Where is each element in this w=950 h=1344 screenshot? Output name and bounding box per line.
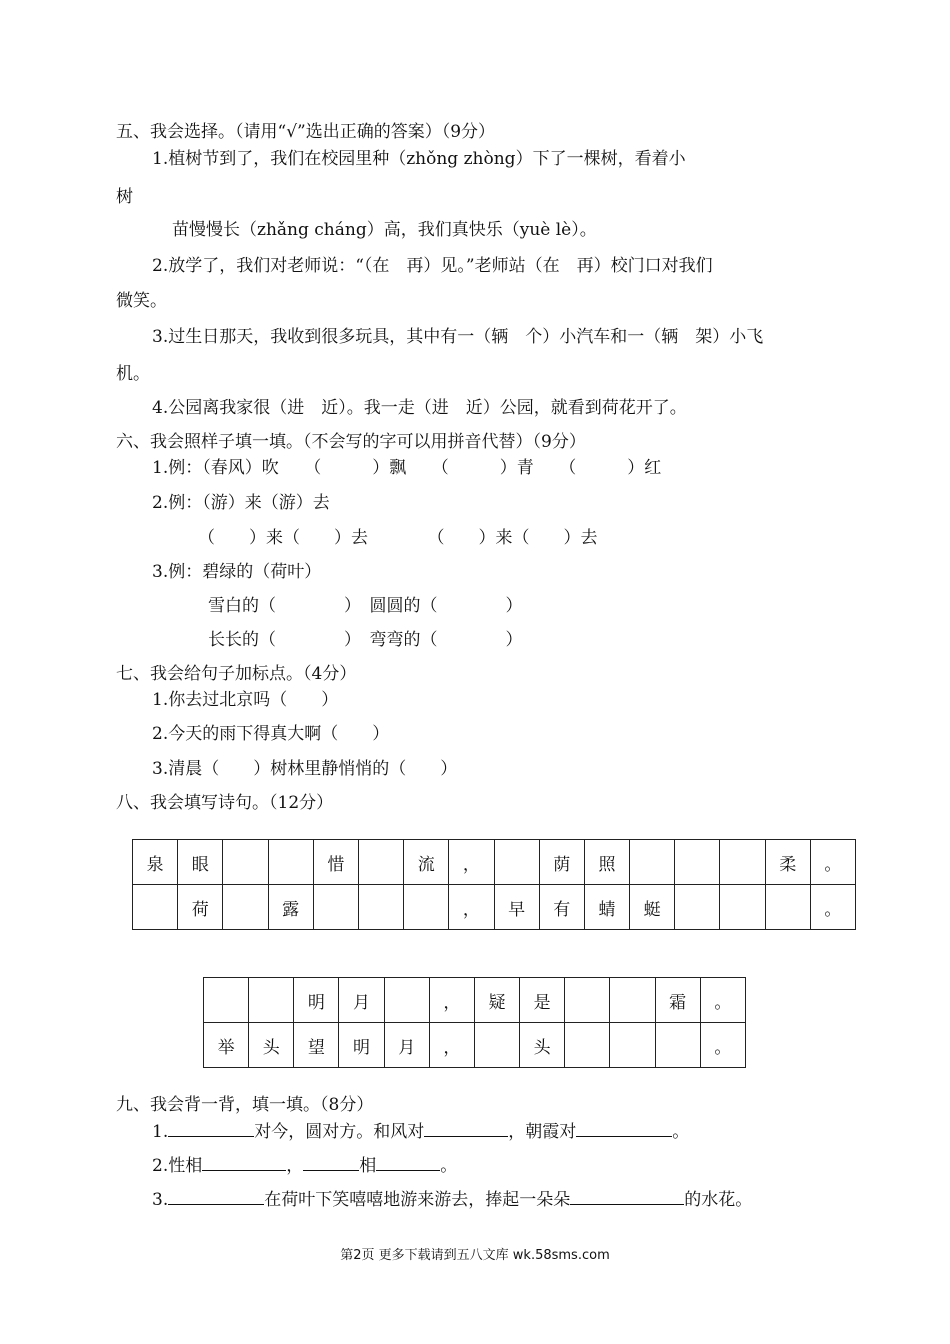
poem-cell	[655, 1023, 700, 1068]
s6-q3: 3.例：碧绿的（荷叶）	[152, 562, 322, 582]
s7-q3: 3.清晨（ ）树林里静悄悄的（ ）	[152, 759, 458, 779]
poem-cell: 望	[294, 1023, 339, 1068]
s5-q3-line1: 3.过生日那天，我收到很多玩具，其中有一（辆 个）小汽车和一（辆 架）小飞	[152, 327, 764, 347]
s9-q2-text-4: 。	[440, 1156, 458, 1176]
section-7-title: 七、我会给句子加标点。（4分）	[116, 664, 357, 684]
poem-cell	[384, 978, 429, 1023]
poem-cell: 。	[810, 840, 855, 885]
s7-q2: 2.今天的雨下得真大啊（ ）	[152, 724, 390, 744]
poem-table-2-row	[204, 1023, 746, 1068]
fill-blank[interactable]	[576, 1118, 672, 1137]
poem-cell: 惜	[313, 840, 358, 885]
poem-cell	[249, 978, 294, 1023]
poem-cell: 眼	[178, 840, 223, 885]
fill-blank[interactable]	[202, 1152, 286, 1171]
poem-cell	[358, 885, 403, 930]
s6-q2: 2.例：（游）来（游）去	[152, 493, 330, 513]
poem-cell	[720, 840, 765, 885]
poem-cell	[223, 840, 268, 885]
poem-cell	[268, 840, 313, 885]
poem-cell: 泉	[133, 840, 178, 885]
poem-cell: 露	[268, 885, 313, 930]
s9-q3-num: 3.	[152, 1190, 169, 1210]
section-6-title: 六、我会照样子填一填。（不会写的字可以用拼音代替）（9分）	[116, 432, 586, 452]
poem-cell: 蜻	[584, 885, 629, 930]
s9-q3-text-2: 的水花。	[684, 1190, 753, 1210]
section-9-title: 九、我会背一背，填一填。（8分）	[116, 1095, 374, 1115]
poem-cell: 头	[520, 1023, 565, 1068]
s5-q1-line2: 树	[116, 187, 133, 207]
poem-table-1-row	[133, 840, 856, 885]
poem-cell	[133, 885, 178, 930]
s9-q1	[152, 1118, 689, 1144]
page-footer: 第2页 更多下载请到五八文库 wk.58sms.com	[340, 1248, 610, 1263]
poem-cell	[494, 840, 539, 885]
poem-cell: 荷	[178, 885, 223, 930]
s9-q1-num: 1.	[152, 1122, 169, 1142]
poem-cell: 举	[204, 1023, 249, 1068]
s5-q1-line1: 1.植树节到了，我们在校园里种（zhǒng zhòng）下了一棵树，看着小	[152, 149, 686, 169]
poem-cell: 流	[404, 840, 449, 885]
poem-cell: 荫	[539, 840, 584, 885]
s9-q2-text-2: ，	[286, 1156, 304, 1176]
poem-cell: 。	[810, 885, 855, 930]
s5-q2-line2: 微笑。	[116, 291, 167, 311]
s5-q1-line3: 苗慢慢长（zhǎng cháng）高，我们真快乐（yuè lè）。	[172, 220, 597, 240]
poem-cell	[610, 1023, 655, 1068]
s6-q3-blanks-2: 长长的（ ） 弯弯的（ ）	[208, 630, 523, 650]
poem-cell: 是	[520, 978, 565, 1023]
s5-q4: 4.公园离我家很（进 近）。我一走（进 近）公园，就看到荷花开了。	[152, 398, 687, 418]
s9-q2-text-3: 相	[359, 1156, 377, 1176]
poem-cell: 。	[700, 1023, 745, 1068]
poem-cell: ，	[449, 885, 494, 930]
fill-blank[interactable]	[303, 1152, 359, 1171]
poem-cell: 疑	[474, 978, 519, 1023]
poem-cell: 明	[294, 978, 339, 1023]
poem-cell	[474, 1023, 519, 1068]
poem-cell	[565, 978, 610, 1023]
section-8-title: 八、我会填写诗句。（12分）	[116, 793, 334, 813]
poem-cell: 有	[539, 885, 584, 930]
poem-cell: ，	[449, 840, 494, 885]
fill-blank[interactable]	[424, 1118, 508, 1137]
poem-cell: 明	[339, 1023, 384, 1068]
poem-cell	[675, 885, 720, 930]
s5-q2-line1: 2.放学了，我们对老师说：“（在 再）见。”老师站（在 再）校门口对我们	[152, 256, 713, 276]
s9-q3-text-1: 在荷叶下笑嘻嘻地游来游去，捧起一朵朵	[264, 1190, 571, 1210]
poem-cell: 柔	[765, 840, 810, 885]
fill-blank[interactable]	[376, 1152, 440, 1171]
poem-cell: 霜	[655, 978, 700, 1023]
s6-q1: 1.例：（春风）吹 （ ）飘 （ ）青 （ ）红	[152, 458, 662, 478]
s9-q1-text-3: 。	[672, 1122, 690, 1142]
poem-cell	[358, 840, 403, 885]
poem-cell: 照	[584, 840, 629, 885]
fill-blank[interactable]	[168, 1186, 264, 1205]
poem-cell: ，	[429, 1023, 474, 1068]
s9-q2	[152, 1152, 457, 1178]
poem-cell	[630, 840, 675, 885]
s5-q3-line2: 机。	[116, 364, 150, 384]
poem-cell: 早	[494, 885, 539, 930]
s9-q3	[152, 1186, 752, 1212]
poem-cell	[404, 885, 449, 930]
fill-blank[interactable]	[570, 1186, 684, 1205]
poem-cell	[765, 885, 810, 930]
poem-cell	[223, 885, 268, 930]
s6-q3-blanks-1: 雪白的（ ） 圆圆的（ ）	[208, 596, 523, 616]
poem-cell	[675, 840, 720, 885]
poem-cell: 月	[384, 1023, 429, 1068]
poem-table-1	[132, 839, 856, 930]
poem-table-1-row	[133, 885, 856, 930]
s9-q1-text-1: 对今，圆对方。和风对	[254, 1122, 425, 1142]
poem-cell	[720, 885, 765, 930]
poem-cell: 头	[249, 1023, 294, 1068]
poem-cell	[565, 1023, 610, 1068]
poem-cell: ，	[429, 978, 474, 1023]
s6-q2-blanks: （ ）来（ ）去 （ ）来（ ）去	[198, 528, 598, 548]
poem-cell: 月	[339, 978, 384, 1023]
s7-q1: 1.你去过北京吗（ ）	[152, 690, 339, 710]
poem-cell	[313, 885, 358, 930]
poem-cell: 。	[700, 978, 745, 1023]
s9-q2-text-1: 2.性相	[152, 1156, 203, 1176]
poem-cell	[610, 978, 655, 1023]
poem-table-2-row	[204, 978, 746, 1023]
poem-cell: 蜓	[630, 885, 675, 930]
section-5-title: 五、我会选择。（请用“√”选出正确的答案）（9分）	[116, 122, 496, 142]
poem-table-2	[203, 977, 746, 1068]
s9-q1-text-2: ，朝霞对	[508, 1122, 577, 1142]
fill-blank[interactable]	[168, 1118, 254, 1137]
poem-cell	[204, 978, 249, 1023]
